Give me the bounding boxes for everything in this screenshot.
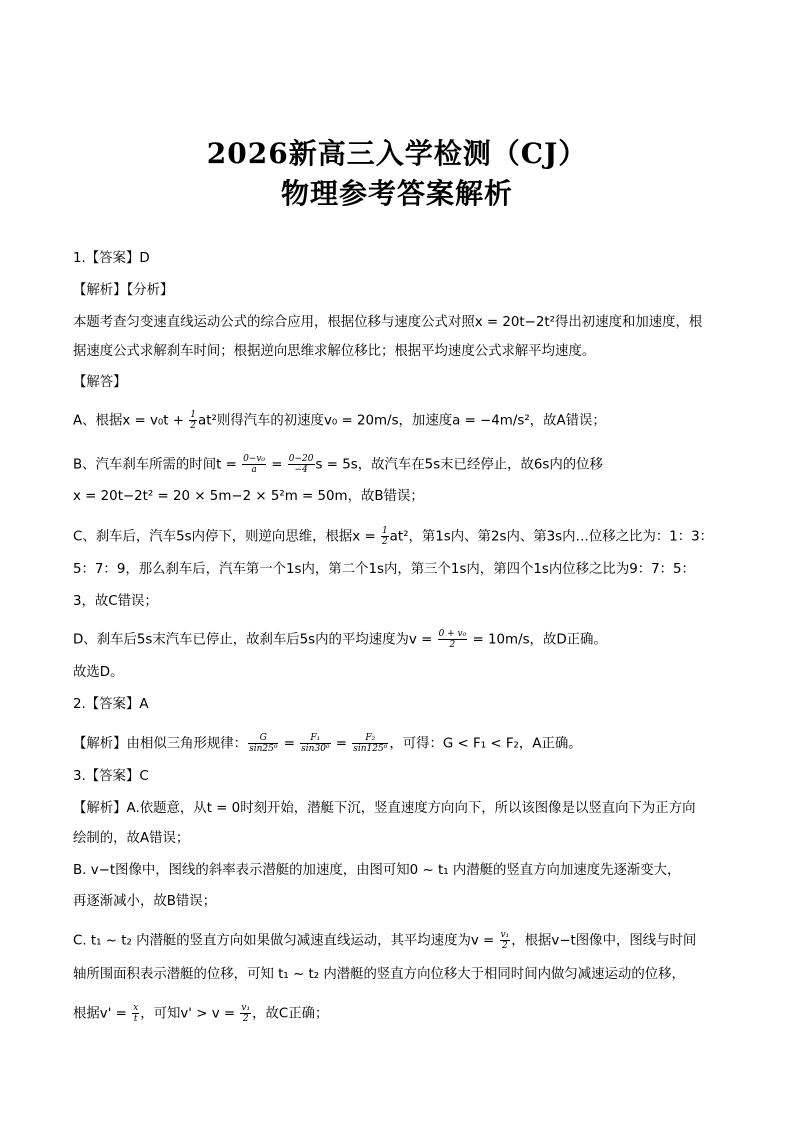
q3-c3-fraction-2: [240, 1003, 251, 1024]
q3-c-fraction: [500, 930, 511, 951]
q1-c-pre: C、刹车后，汽车5s内停下，则逆向思维，根据x =: [73, 529, 380, 545]
q1-b-frac1-den: a: [251, 465, 257, 475]
q1-d-fraction: [438, 629, 468, 650]
q1-c-frac-den: 2: [381, 537, 388, 547]
q1-d-frac-num: 0 + v₀: [438, 629, 467, 639]
q1-b-fraction-1: [242, 454, 266, 475]
q3-c-line1: [73, 930, 723, 951]
q2-frac2-num: F₁: [300, 733, 330, 744]
q3-a-line2: 绘制的，故A错误；: [73, 831, 190, 846]
q1-option-c: [73, 526, 723, 547]
q1-b-frac2-num: 0−20: [288, 454, 314, 464]
q3-c3-frac2-num: v₁: [241, 1003, 251, 1013]
q2-frac3-den: sin125⁰: [353, 744, 388, 754]
q2-fraction-3: [352, 733, 388, 754]
q3-c-line2: 轴所围面积表示潜艇的位移，可知 t₁ ~ t₂ 内潜艇的竖直方向位移大于相同时间内做匀减速运动的位移，: [73, 967, 685, 982]
q3-c3-pre: 根据v' =: [73, 1006, 132, 1022]
q1-d-frac-den: 2: [449, 640, 456, 650]
q3-c3-mid: ，可知v' > v =: [140, 1006, 240, 1022]
q2-fraction-1: [248, 733, 278, 754]
q1-analysis-line2: 据速度公式求解刹车时间；根据逆向思维求解位移比；根据平均速度公式求解平均速度。: [73, 344, 596, 359]
q1-option-d: [73, 629, 723, 650]
q3-c-line3: [73, 1003, 723, 1024]
q1-b-post: s = 5s，故汽车在5s末已经停止，故6s内的位移: [315, 457, 603, 473]
q3-c3-fraction-1: [132, 1003, 139, 1024]
q1-a-pre: A、根据x = v₀t +: [73, 413, 189, 429]
q1-c-fraction: [381, 526, 389, 547]
q2-fraction-2: [300, 733, 330, 754]
q2-frac3-num: F₂: [352, 733, 388, 744]
q1-b-frac2-den: −4: [294, 465, 308, 475]
q1-analysis-line1: 本题考查匀变速直线运动公式的综合应用，根据位移与速度公式对照x = 20t−2t²得出初速度和加速度，根: [73, 315, 703, 330]
q3-c3-frac1-num: x: [133, 1003, 139, 1013]
page-title-line1: 2026新高三入学检测（CJ）: [206, 137, 588, 170]
q1-a-post: at²则得汽车的初速度v₀ = 20m/s，加速度a = −4m/s²，故A错误；: [198, 413, 606, 429]
q2-frac1-den: sin25⁰: [249, 744, 278, 754]
q1-b-frac1-num: 0−v₀: [243, 454, 266, 464]
q1-c-post: at²，第1s内、第2s内、第3s内…位移之比为：1：3：: [389, 529, 714, 545]
q1-b-mid: =: [267, 457, 287, 473]
q3-c-pre: C. t₁ ~ t₂ 内潜艇的竖直方向如果做匀减速直线运动，其平均速度为v =: [73, 933, 499, 949]
q2-explanation: 【解析】由相似三角形规律： $\frac{G}{\text{sin25⁰}}$ = $\frac{\text{F₁}}{\text{sin30⁰}}$ = $\frac{\text{F₂}}{\text{sin125⁰}}$ ，可得：G < F₁ < F₂，A正确。: [73, 733, 582, 754]
q1-option-c-line2: 5：7：9，那么刹车后，汽车第一个1s内，第二个1s内，第三个1s内，第四个1s内位移之比为9：7：5：: [73, 562, 695, 577]
q1-option-a: [73, 410, 723, 431]
q3-a-line1: 【解析】A.依题意，从t = 0时刻开始，潜艇下沉，竖直速度方向向下，所以该图像是以竖直向下为正方向: [73, 801, 696, 816]
q1-solution-head: 【解答】: [73, 375, 127, 390]
q2-answer: 2.【答案】A: [73, 697, 149, 712]
q3-answer: 3.【答案】C: [73, 769, 149, 784]
q1-answer: 1.【答案】D: [73, 251, 150, 266]
page-title-line2: 物理参考答案解析: [280, 177, 513, 210]
q3-c-frac-num: v₁: [500, 930, 510, 940]
q3-b-line2: 再逐渐减小，故B错误；: [73, 894, 217, 909]
q2-post: ，可得：G < F₁ < F₂，A正确。: [389, 736, 582, 752]
q1-d-pre: D、刹车后5s末汽车已停止，故刹车后5s内的平均速度为v =: [73, 632, 437, 648]
q3-c3-post: ，故C正确；: [252, 1006, 329, 1022]
q1-a-fraction: [189, 410, 197, 431]
q1-d-post: = 10m/s，故D正确。: [468, 632, 607, 648]
q1-c-frac-num: 1: [381, 526, 388, 536]
q1-choose: 故选D。: [73, 665, 124, 680]
q2-frac1-num: G: [248, 733, 278, 744]
q2-frac2-den: sin30⁰: [301, 744, 330, 754]
q1-a-frac-num: 1: [190, 410, 196, 420]
q3-c-post: ，根据v−t图像中，图线与时间: [511, 933, 697, 949]
q3-c-frac-den: 2: [502, 941, 508, 951]
q1-option-b-line2: x = 20t−2t² = 20 × 5m−2 × 5²m = 50m，故B错误；: [73, 489, 424, 504]
q3-c3-frac1-den: t: [133, 1014, 138, 1024]
q1-analysis-head: 【解析】【分析】: [73, 283, 174, 298]
q1-option-b: [73, 454, 723, 475]
q1-option-c-line3: 3，故C错误；: [73, 594, 158, 609]
q1-b-fraction-2: [288, 454, 315, 475]
q3-b-line1: B. v−t图像中，图线的斜率表示潜艇的加速度，由图可知0 ~ t₁ 内潜艇的竖直方向加速度先逐渐变大，: [73, 863, 681, 878]
q1-b-pre: B、汽车刹车所需的时间t =: [73, 457, 242, 473]
q1-a-frac-den: 2: [190, 421, 196, 431]
q2-pre: 【解析】由相似三角形规律：: [73, 736, 248, 752]
q3-c3-frac2-den: 2: [242, 1014, 249, 1024]
